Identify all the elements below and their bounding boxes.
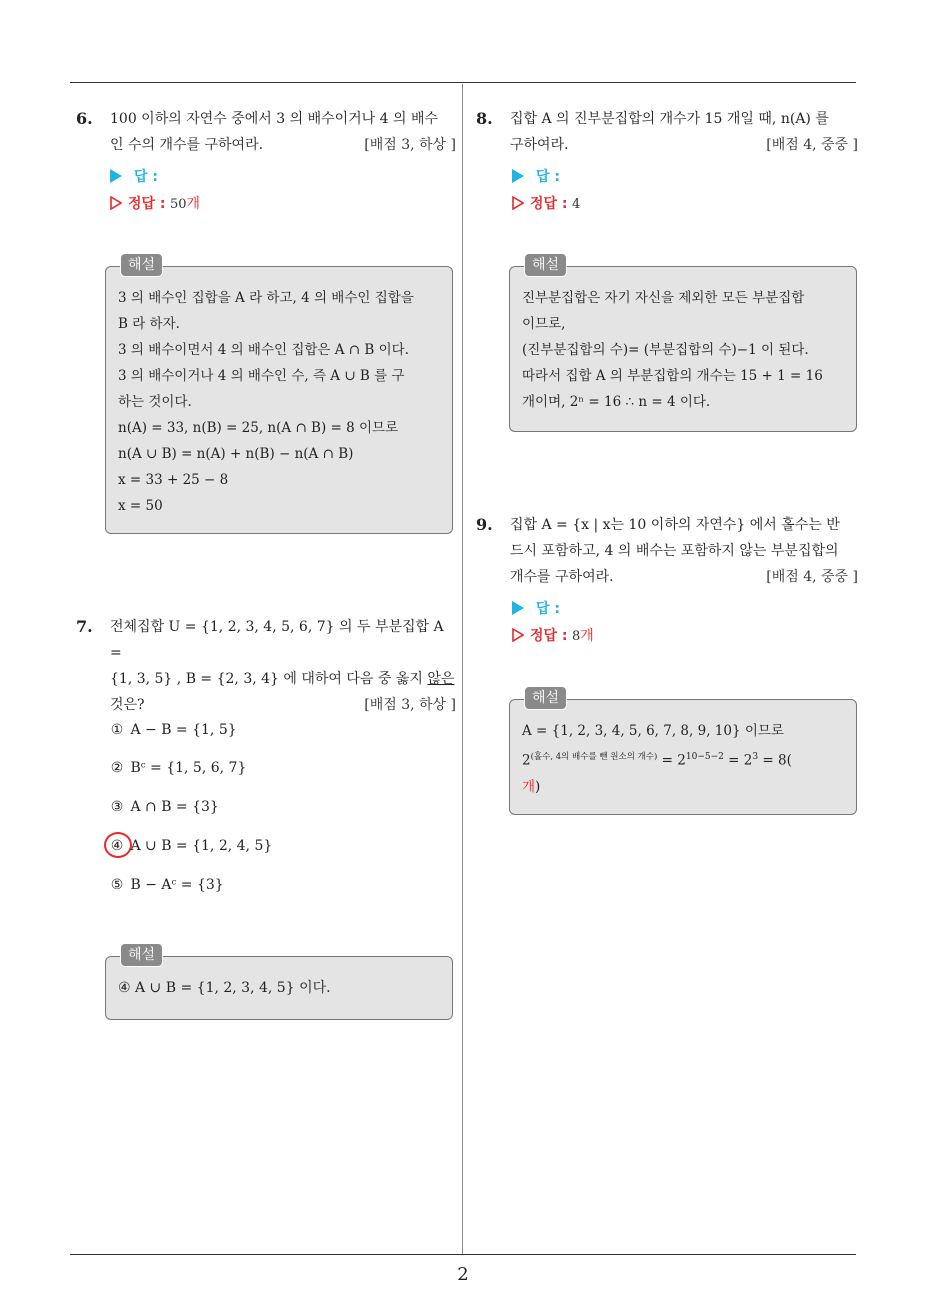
solution-line: ④ A ∪ B = {1, 2, 3, 4, 5} 이다. bbox=[118, 980, 331, 996]
question-text: 집합 A 의 진부분집합의 개수가 15 개일 때, n(A) 를 구하여라. [배점 4, 중중 ] bbox=[510, 106, 858, 158]
solution-tab: 해설 bbox=[120, 943, 163, 967]
solution-line: 이므로, bbox=[522, 316, 566, 332]
solution-line: (진부분집합의 수)= (부분집합의 수)−1 이 된다. bbox=[522, 342, 809, 358]
bottom-rule bbox=[70, 1254, 856, 1255]
solution-line: $2^{(홀수, 4의 배수를 뺀 원소의 개수)} = 2^{10-5-2} = 2^3 = 8$( bbox=[522, 752, 792, 769]
solution-box bbox=[105, 257, 453, 534]
choice-5[interactable]: ⑤ B − Aᶜ = {3} bbox=[110, 877, 224, 893]
choice-4[interactable]: ④ A ∪ B = {1, 2, 4, 5} bbox=[110, 838, 273, 854]
outline-triangle-icon bbox=[110, 196, 122, 210]
page-number: 2 bbox=[457, 1264, 469, 1285]
question-number: 9. bbox=[476, 515, 493, 534]
solution-line: A = {1, 2, 3, 4, 5, 6, 7, 8, 9, 10} 이므로 bbox=[522, 723, 784, 739]
solution-tab: 해설 bbox=[524, 686, 567, 710]
solution-line: 개) bbox=[522, 778, 541, 795]
play-icon bbox=[512, 169, 524, 183]
solution-line: n(A ∪ B) = n(A) + n(B) − n(A ∩ B) bbox=[118, 446, 354, 462]
solution-line: 진부분집합은 자기 자신을 제외한 모든 부분집합 bbox=[522, 290, 805, 306]
question-number: 8. bbox=[476, 109, 493, 128]
choice-1[interactable]: ① A − B = {1, 5} bbox=[110, 722, 237, 738]
score-meta: [배점 4, 중중 ] bbox=[766, 137, 858, 153]
outline-triangle-icon bbox=[512, 628, 524, 642]
question-text: 100 이하의 자연수 중에서 3 의 배수이거나 4 의 배수 인 수의 개수를 구하여라. [배점 3, 하상 ] bbox=[110, 106, 456, 158]
solution-box bbox=[105, 947, 453, 1020]
solution-box bbox=[509, 257, 857, 432]
question-text: 집합 A = {x | x는 10 이하의 자연수} 에서 홀수는 반 드시 포함하고, 4 의 배수는 포함하지 않는 부분집합의 개수를 구하여라. [배점 4, 중중 ] bbox=[510, 512, 858, 590]
solution-line: 개이며, 2ⁿ = 16 ∴ n = 4 이다. bbox=[522, 394, 711, 410]
choice-3[interactable]: ③ A ∩ B = {3} bbox=[110, 799, 219, 815]
question-8 bbox=[476, 106, 858, 158]
solution-line: B 라 하자. bbox=[118, 316, 180, 332]
solution-line: 3 의 배수이면서 4 의 배수인 집합은 A ∩ B 이다. bbox=[118, 342, 409, 358]
solution-line: n(A) = 33, n(B) = 25, n(A ∩ B) = 8 이므로 bbox=[118, 420, 399, 436]
question-number: 6. bbox=[76, 109, 93, 128]
answer-line: 답 : bbox=[110, 166, 158, 186]
column-divider bbox=[462, 84, 463, 1254]
solution-box bbox=[509, 690, 857, 815]
underlined-word: 않은 bbox=[427, 671, 455, 687]
solution-line: x = 33 + 25 − 8 bbox=[118, 472, 229, 488]
score-meta: [배점 4, 중중 ] bbox=[766, 569, 858, 585]
correct-answer-line: 정답 : 8개 bbox=[512, 625, 594, 645]
question-7 bbox=[76, 614, 456, 718]
answer-line: 답 : bbox=[512, 598, 560, 618]
top-rule bbox=[70, 82, 856, 83]
solution-line: 3 의 배수인 집합을 A 라 하고, 4 의 배수인 집합을 bbox=[118, 290, 414, 306]
question-6 bbox=[76, 106, 456, 158]
question-text: 전체집합 U = {1, 2, 3, 4, 5, 6, 7} 의 두 부분집합 A = {1, 3, 5} , B = {2, 3, 4} 에 대하여 다음 중 옳지 않은 것은? [배점 3, 하상 ] bbox=[110, 614, 456, 718]
play-icon bbox=[110, 169, 122, 183]
solution-line: 하는 것이다. bbox=[118, 394, 192, 410]
play-icon bbox=[512, 601, 524, 615]
outline-triangle-icon bbox=[512, 196, 524, 210]
question-9 bbox=[476, 512, 858, 590]
correct-answer-line: 정답 : 4 bbox=[512, 193, 580, 213]
score-meta: [배점 3, 하상 ] bbox=[364, 697, 456, 713]
solution-tab: 해설 bbox=[524, 253, 567, 277]
answer-line: 답 : bbox=[512, 166, 560, 186]
solution-tab: 해설 bbox=[120, 253, 163, 277]
correct-answer-line: 정답 : 50개 bbox=[110, 193, 200, 213]
question-number: 7. bbox=[76, 617, 93, 636]
solution-line: 따라서 집합 A 의 부분집합의 개수는 15 + 1 = 16 bbox=[522, 368, 823, 384]
solution-line: 3 의 배수이거나 4 의 배수인 수, 즉 A ∪ B 를 구 bbox=[118, 368, 405, 384]
choice-2[interactable]: ② Bᶜ = {1, 5, 6, 7} bbox=[110, 760, 247, 776]
score-meta: [배점 3, 하상 ] bbox=[364, 137, 456, 153]
solution-line: x = 50 bbox=[118, 498, 163, 514]
